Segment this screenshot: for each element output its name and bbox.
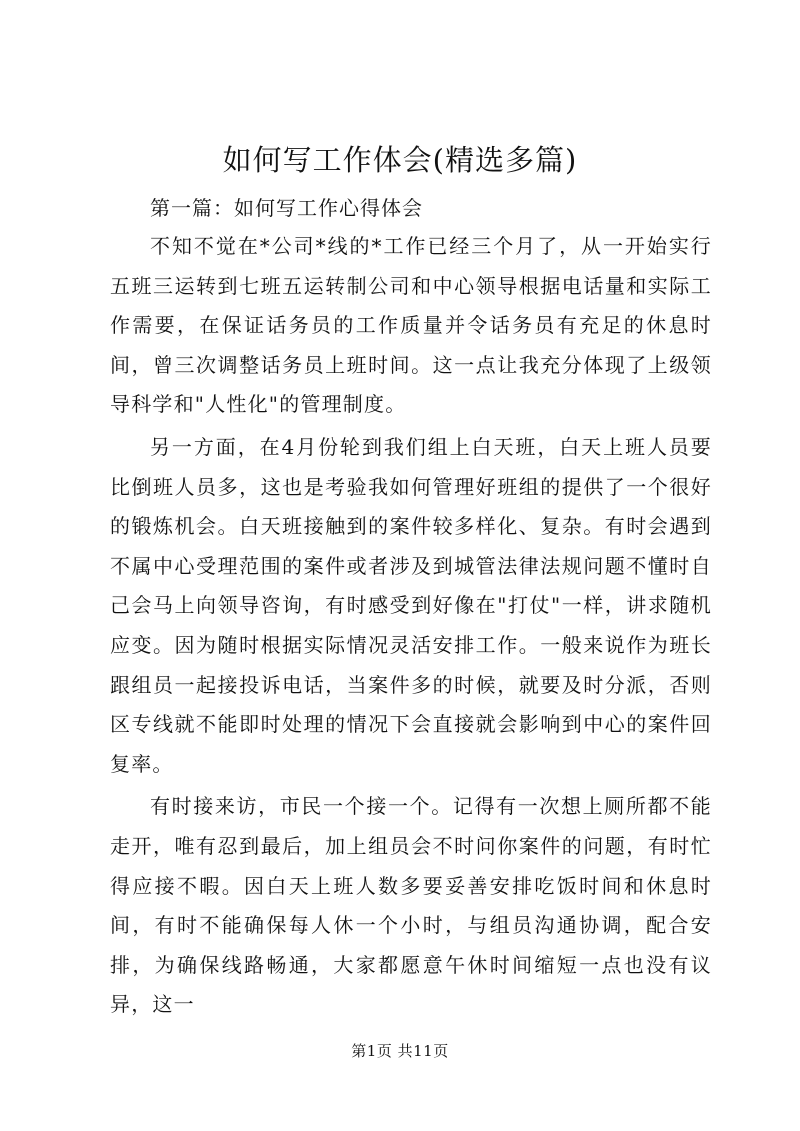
document-body — [110, 227, 712, 1028]
section-heading: 第一篇：如何写工作心得体会 — [150, 196, 423, 220]
paragraph: 不知不觉在*公司*线的*工作已经三个月了，从一开始实行五班三运转到七班五运转制公司和中心领导根据电话量和实际工作需要，在保证话务员的工作质量并令话务员有充足的休息时间，曾三次调整话务员上班时间。这一点让我充分体现了上级领导科学和"人性化"的管理制度。 — [110, 234, 712, 417]
document-title: 如何写工作体会(精选多篇) — [222, 143, 578, 177]
paragraph: 有时接来访，市民一个接一个。记得有一次想上厕所都不能走开，唯有忍到最后，加上组员会不时问你案件的问题，有时忙得应接不暇。因白天上班人数多要妥善安排吃饭时间和休息时间，有时不能确保每人休一个小时，与组员沟通协调，配合安排，为确保线路畅通，大家都愿意午休时间缩短一点也没有议异，这一 — [110, 794, 712, 1017]
page-number-footer: 第1页 共11页 — [351, 1042, 449, 1060]
paragraph: 另一方面，在4月份轮到我们组上白天班，白天上班人员要比倒班人员多，这也是考验我如何管理好班组的提供了一个很好的锻炼机会。白天班接触到的案件较多样化、复杂。有时会遇到不属中心受理范围的案件或者涉及到城管法律法规问题不懂时自己会马上向领导咨询，有时感受到好像在"打仗"一样，讲求随机应变。因为随时根据实际情况灵活安排工作。一般来说作为班长跟组员一起接投诉电话，当案件多的时候，就要及时分派，否则区专线就不能即时处理的情况下会直接就会影响到中心的案件回复率。 — [110, 434, 712, 776]
